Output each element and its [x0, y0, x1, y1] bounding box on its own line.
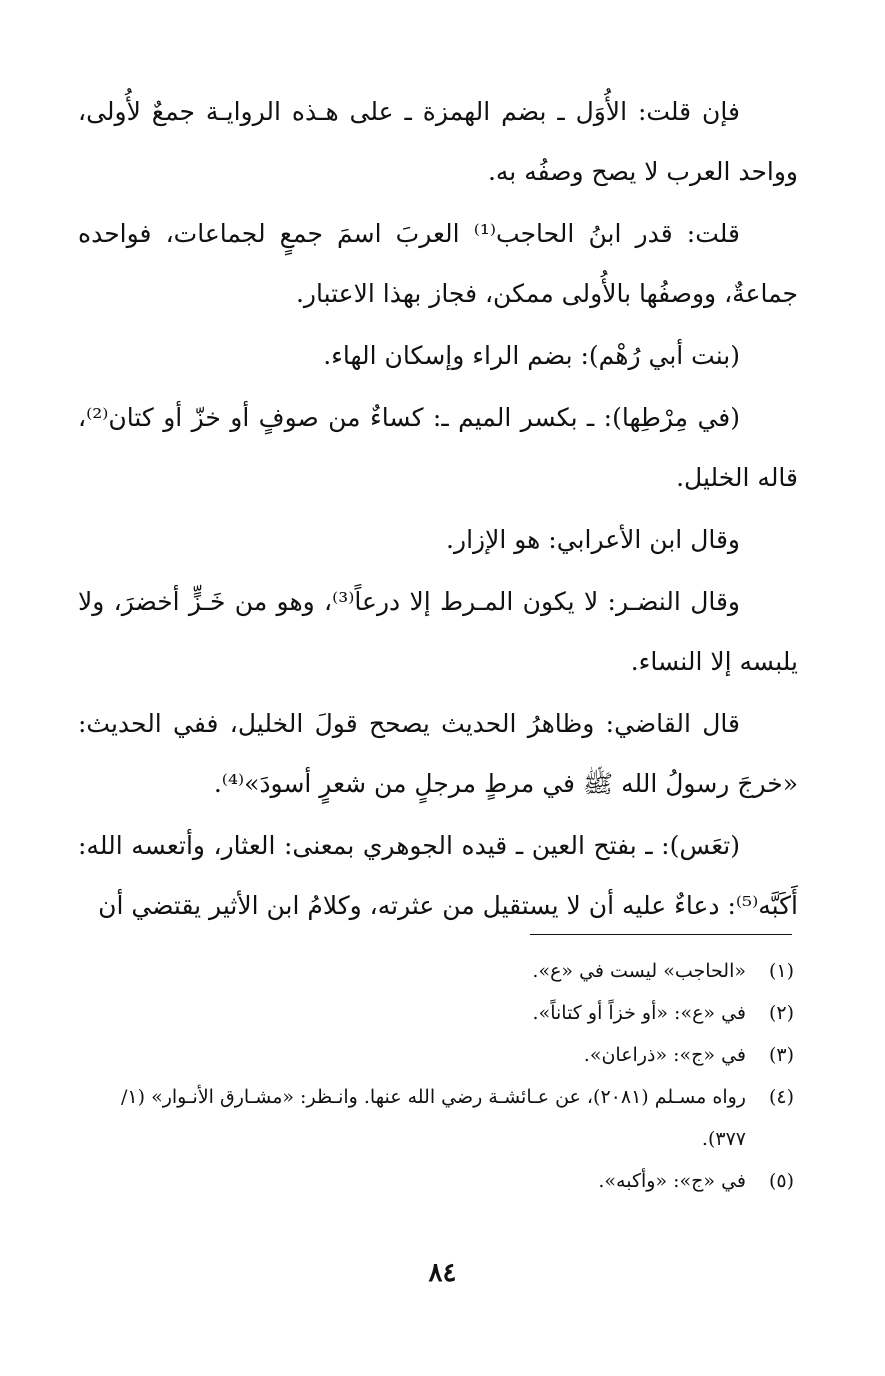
paragraph: (بنت أبي رُهْم): بضم الراء وإسكان الهاء.: [323, 341, 740, 370]
footnote-text: في «ج»: «ذراعان».: [583, 1044, 746, 1066]
footnote: [78, 1076, 798, 1160]
footnote-text: في «ج»: «وأكبه».: [598, 1170, 746, 1192]
footnote-number: (٤): [768, 1086, 794, 1108]
paragraph: (في مِرْطِها): ـ بكسر الميم ـ: كساءٌ من صوفٍ أو خزّ أو كتان⁽²⁾، قاله الخليل.: [78, 403, 798, 492]
paragraph: قال القاضي: وظاهرُ الحديث يصحح قولَ الخليل، ففي الحديث: «خرجَ رسولُ الله ﷺ في مرطٍ مرجلٍ من شعرٍ أسودَ»⁽⁴⁾.: [78, 709, 798, 798]
footnote-separator: [530, 934, 792, 935]
footnote: [78, 1034, 798, 1076]
paragraph: فإن قلت: الأُوَل ـ بضم الهمزة ـ على هـذه الروايـة جمعٌ لأُولى، وواحد العرب لا يصح وصفُه به.: [78, 97, 798, 186]
footnote: [78, 950, 798, 992]
paragraph: وقال النضـر: لا يكون المـرط إلا درعاً⁽³⁾، وهو من خَـزٍّ أخضرَ، ولا يلبسه إلا النساء.: [78, 587, 798, 676]
footnote-number: (٢): [768, 1002, 794, 1024]
paragraph: (تعَس): ـ بفتح العين ـ قيده الجوهري بمعنى: العثار، وأتعسه الله: أَكَبَّه⁽⁵⁾: دعاءٌ عليه أن لا يستقيل من عثرته، وكلامُ ابن الأثير يقتضي أن: [78, 831, 798, 920]
footnote-text: في «ع»: «أو خزاً أو كتاناً».: [532, 1002, 746, 1024]
footnote: [78, 992, 798, 1034]
main-text: [78, 82, 798, 938]
page-number: ٨٤: [428, 1258, 457, 1288]
paragraph: وقال ابن الأعرابي: هو الإزار.: [446, 525, 740, 554]
footnote-text: «الحاجب» ليست في «ع».: [532, 960, 746, 982]
footnote: [78, 1160, 798, 1202]
footnote-text: رواه مسـلم (٢٠٨١)، عن عـائشـة رضي الله عنها. وانـظر: «مشـارق الأنـوار» (١/ ٣٧٧).: [121, 1086, 746, 1150]
footnote-number: (٥): [768, 1170, 794, 1192]
footnote-number: (٣): [768, 1044, 794, 1066]
footnote-number: (١): [768, 960, 794, 982]
footnotes: [78, 950, 798, 1202]
paragraph: قلت: قدر ابنُ الحاجب⁽¹⁾ العربَ اسمَ جمعٍ لجماعات، فواحده جماعةٌ، ووصفُها بالأُولى ممكن، فجاز بهذا الاعتبار.: [78, 219, 798, 308]
